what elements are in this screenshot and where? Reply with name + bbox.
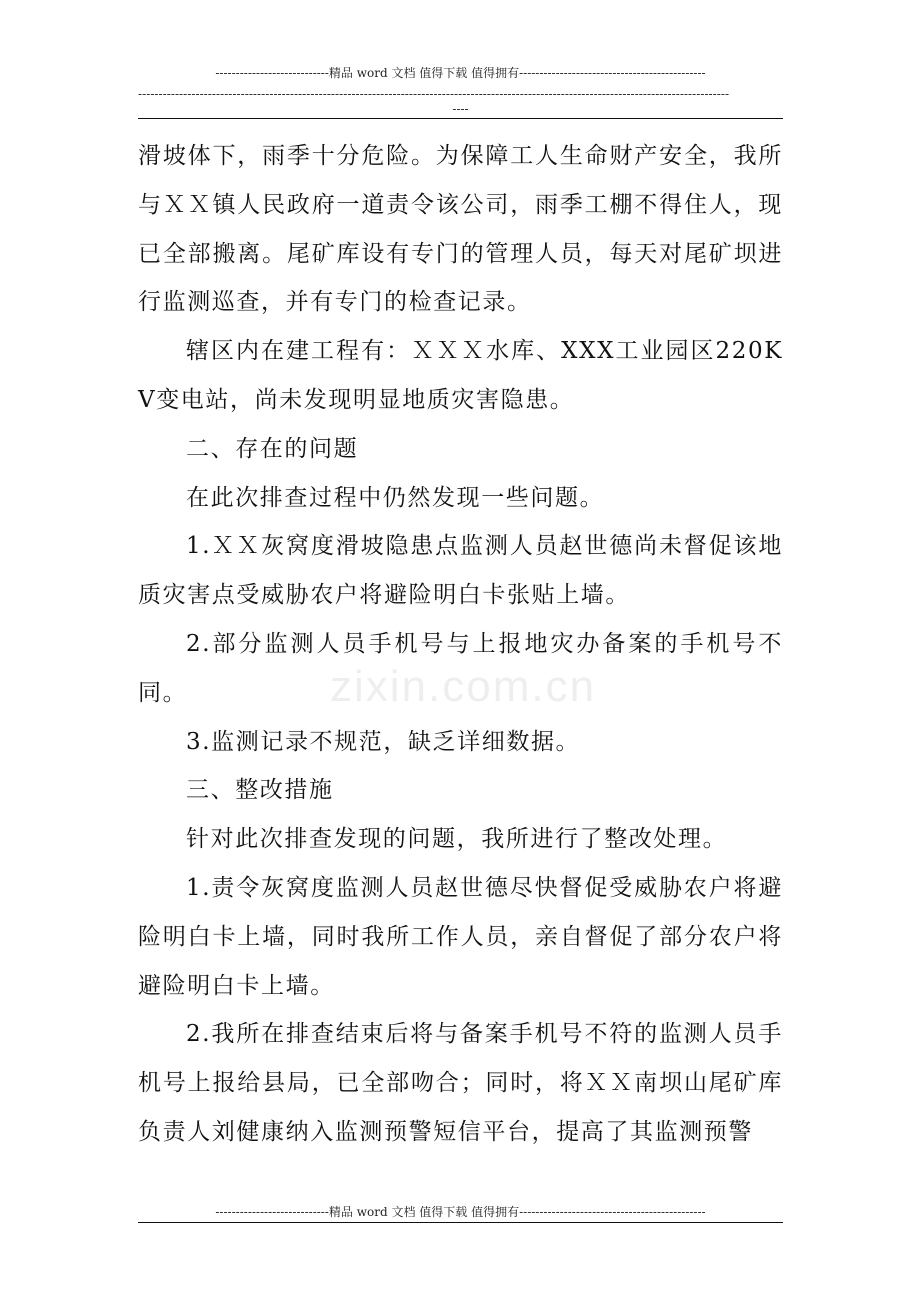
problem-item-2: 2.部分监测人员手机号与上报地灾办备案的手机号不同。 bbox=[138, 630, 783, 706]
paragraph-1: 滑坡体下，雨季十分危险。为保障工人生命财产安全，我所与ＸＸ镇人民政府一道责令该公司，雨季工棚不得住人，现已全部搬离。尾矿库设有专门的管理人员，每天对尾矿坝进行监测巡查，并有专门的检查记录。 bbox=[138, 143, 783, 316]
section-heading-measures: 三、整改措施 bbox=[186, 777, 334, 804]
watermark: zixin.com.cn bbox=[330, 662, 597, 711]
paragraph-4: 针对此次排查发现的问题，我所进行了整改处理。 bbox=[186, 826, 728, 853]
document-body bbox=[138, 132, 783, 1157]
problem-item-3: 3.监测记录不规范，缺乏详细数据。 bbox=[186, 728, 581, 755]
paragraph-2: 辖区内在建工程有：ＸＸＸ水库、XXX工业园区220KV变电站，尚未发现明显地质灾害隐患。 bbox=[138, 338, 783, 413]
paragraph-3: 在此次排查过程中仍然发现一些问题。 bbox=[186, 484, 605, 511]
header-dash-line: ------------------------------------------------------------------------------------------------------------------------------------------------ bbox=[138, 87, 730, 101]
measure-item-2: 2.我所在排查结束后将与备案手机号不符的监测人员手机号上报给县局，已全部吻合；同时，将ＸＸ南坝山尾矿库负责人刘健康纳入监测预警短信平台，提高了其监测预警 bbox=[138, 1021, 783, 1145]
header-rule bbox=[138, 118, 783, 119]
problem-item-1: 1.ＸＸ灰窝度滑坡隐患点监测人员赵世德尚未督促该地质灾害点受威胁农户将避险明白卡张贴上墙。 bbox=[138, 533, 783, 609]
page-footer: ----------------------------精品 word 文档 值得下载 值得拥有---------------------------------------------- bbox=[215, 1205, 706, 1219]
page-header: ----------------------------精品 word 文档 值得下载 值得拥有---------------------------------------------- bbox=[215, 66, 706, 80]
header-dash-tail: ---- bbox=[452, 102, 469, 116]
section-heading-problems: 二、存在的问题 bbox=[186, 435, 359, 462]
footer-rule bbox=[138, 1222, 783, 1223]
measure-item-1: 1.责令灰窝度监测人员赵世德尽快督促受威胁农户将避险明白卡上墙，同时我所工作人员，亲自督促了部分农户将避险明白卡上墙。 bbox=[138, 874, 783, 999]
